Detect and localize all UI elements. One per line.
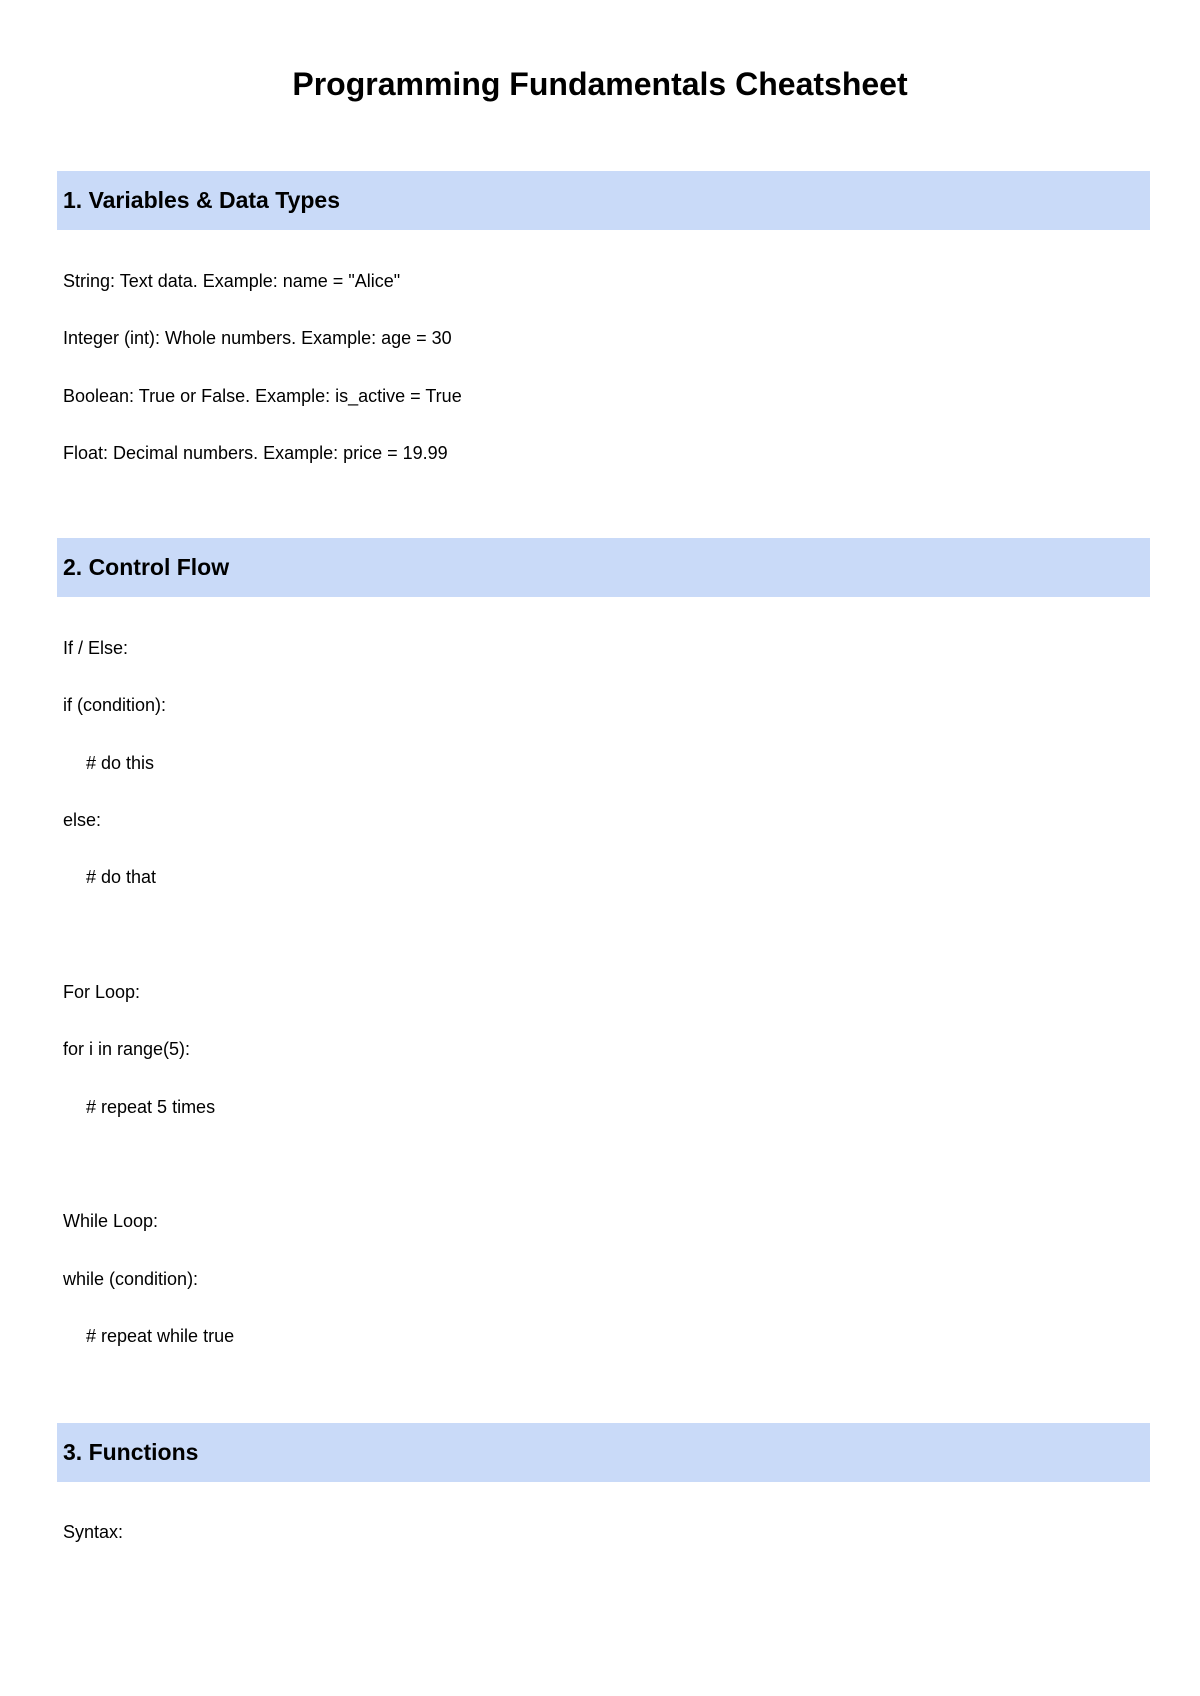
document-title: Programming Fundamentals Cheatsheet (292, 66, 908, 102)
text-line-if-else-label: If / Else: (63, 638, 129, 658)
code-comment-repeat-while: # repeat while true (86, 1326, 235, 1346)
code-line-for: for i in range(5): (63, 1039, 191, 1059)
code-line-else: else: (63, 810, 102, 830)
code-line-while: while (condition): (63, 1269, 199, 1289)
section-header-control-flow: 2. Control Flow (57, 538, 1150, 597)
text-line-float: Float: Decimal numbers. Example: price = 19.99 (63, 443, 448, 463)
section-header-variables: 1. Variables & Data Types (57, 171, 1150, 230)
text-line-syntax-label: Syntax: (63, 1522, 124, 1542)
text-line-for-loop-label: For Loop: (63, 982, 141, 1002)
code-comment-do-that: # do that (86, 867, 157, 887)
text-line-string: String: Text data. Example: name = "Alice" (63, 271, 401, 291)
text-line-while-loop-label: While Loop: (63, 1211, 159, 1231)
section-header-functions: 3. Functions (57, 1423, 1150, 1482)
text-line-integer: Integer (int): Whole numbers. Example: age = 30 (63, 328, 452, 348)
code-comment-do-this: # do this (86, 753, 155, 773)
text-line-boolean: Boolean: True or False. Example: is_active = True (63, 386, 462, 406)
code-comment-repeat-5: # repeat 5 times (86, 1097, 216, 1117)
code-line-if: if (condition): (63, 695, 167, 715)
